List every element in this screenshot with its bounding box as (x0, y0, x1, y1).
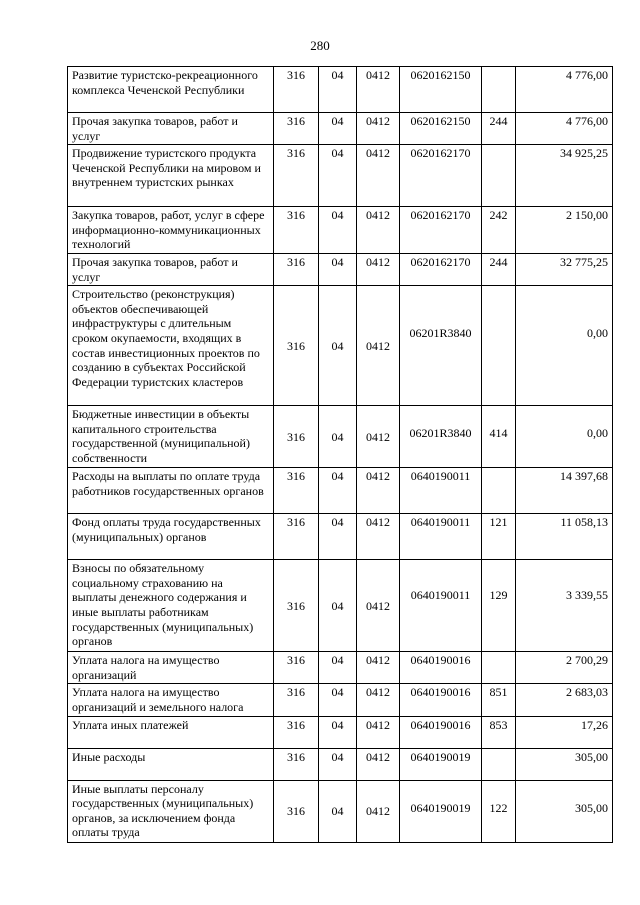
expense-name: Бюджетные инвестиции в объекты капитального строительства государственной (муниципальной) собственности (68, 406, 274, 468)
grbs-code: 316 (274, 780, 319, 842)
target-article-code: 0640190019 (400, 748, 482, 780)
expense-type-code (482, 468, 516, 514)
section-code: 04 (319, 286, 357, 406)
amount: 0,00 (516, 286, 613, 406)
expense-name: Иные выплаты персоналу государственных (муниципальных) органов, за исключением фонда оплаты труда (68, 780, 274, 842)
section-code: 04 (319, 560, 357, 652)
grbs-code: 316 (274, 406, 319, 468)
table-row (68, 468, 613, 514)
section-code: 04 (319, 748, 357, 780)
expense-type-code: 129 (482, 560, 516, 652)
section-code: 04 (319, 207, 357, 254)
budget-table (67, 66, 613, 843)
section-code: 04 (319, 145, 357, 207)
section-code: 04 (319, 253, 357, 285)
expense-name: Расходы на выплаты по оплате труда работников государственных органов (68, 468, 274, 514)
grbs-code: 316 (274, 716, 319, 748)
expense-type-code: 853 (482, 716, 516, 748)
expense-name: Взносы по обязательному социальному страхованию на выплаты денежного содержания и иные выплаты работникам государственных (муниципальных) органов (68, 560, 274, 652)
target-article-code: 06201R3840 (400, 406, 482, 468)
grbs-code: 316 (274, 684, 319, 716)
grbs-code: 316 (274, 286, 319, 406)
table-row (68, 514, 613, 560)
amount: 2 700,29 (516, 652, 613, 684)
target-article-code: 0620162170 (400, 207, 482, 254)
expense-name: Закупка товаров, работ, услуг в сфере информационно-коммуникационных технологий (68, 207, 274, 254)
grbs-code: 316 (274, 468, 319, 514)
table-row (68, 113, 613, 145)
subsection-code: 0412 (357, 780, 400, 842)
expense-name: Строительство (реконструкция) объектов обеспечивающей инфраструктуры с длительным сроком окупаемости, входящих в состав инвестиционных проектов по созданию в субъектах Российской Федерации туристских кластеров (68, 286, 274, 406)
expense-type-code: 851 (482, 684, 516, 716)
expense-name: Продвижение туристского продукта Чеченской Республики на мировом и внутреннем туристских рынках (68, 145, 274, 207)
target-article-code: 0640190016 (400, 652, 482, 684)
expense-type-code: 414 (482, 406, 516, 468)
target-article-code: 0640190011 (400, 560, 482, 652)
table-row (68, 253, 613, 285)
table-row (68, 652, 613, 684)
amount: 4 776,00 (516, 67, 613, 113)
subsection-code: 0412 (357, 286, 400, 406)
target-article-code: 0640190019 (400, 780, 482, 842)
table-row (68, 560, 613, 652)
expense-name: Иные расходы (68, 748, 274, 780)
table-row (68, 406, 613, 468)
grbs-code: 316 (274, 67, 319, 113)
expense-type-code: 244 (482, 113, 516, 145)
table-row (68, 286, 613, 406)
section-code: 04 (319, 468, 357, 514)
grbs-code: 316 (274, 145, 319, 207)
target-article-code: 0640190011 (400, 468, 482, 514)
expense-name: Уплата налога на имущество организаций (68, 652, 274, 684)
target-article-code: 06201R3840 (400, 286, 482, 406)
expense-type-code: 242 (482, 207, 516, 254)
section-code: 04 (319, 684, 357, 716)
subsection-code: 0412 (357, 748, 400, 780)
amount: 17,26 (516, 716, 613, 748)
amount: 0,00 (516, 406, 613, 468)
amount: 14 397,68 (516, 468, 613, 514)
subsection-code: 0412 (357, 716, 400, 748)
grbs-code: 316 (274, 560, 319, 652)
subsection-code: 0412 (357, 145, 400, 207)
subsection-code: 0412 (357, 652, 400, 684)
expense-name: Фонд оплаты труда государственных (муниципальных) органов (68, 514, 274, 560)
amount: 305,00 (516, 780, 613, 842)
section-code: 04 (319, 67, 357, 113)
subsection-code: 0412 (357, 514, 400, 560)
subsection-code: 0412 (357, 560, 400, 652)
section-code: 04 (319, 406, 357, 468)
amount: 4 776,00 (516, 113, 613, 145)
amount: 2 683,03 (516, 684, 613, 716)
expense-name: Уплата иных платежей (68, 716, 274, 748)
grbs-code: 316 (274, 207, 319, 254)
subsection-code: 0412 (357, 684, 400, 716)
table-row (68, 716, 613, 748)
target-article-code: 0640190016 (400, 716, 482, 748)
amount: 305,00 (516, 748, 613, 780)
expense-type-code: 121 (482, 514, 516, 560)
target-article-code: 0620162170 (400, 253, 482, 285)
amount: 3 339,55 (516, 560, 613, 652)
expense-name: Прочая закупка товаров, работ и услуг (68, 253, 274, 285)
expense-type-code (482, 145, 516, 207)
table-row (68, 748, 613, 780)
table-row (68, 145, 613, 207)
table-row (68, 684, 613, 716)
table-row (68, 207, 613, 254)
section-code: 04 (319, 514, 357, 560)
section-code: 04 (319, 780, 357, 842)
expense-name: Прочая закупка товаров, работ и услуг (68, 113, 274, 145)
page-number: 280 (310, 38, 330, 53)
subsection-code: 0412 (357, 113, 400, 145)
amount: 34 925,25 (516, 145, 613, 207)
expense-type-code (482, 67, 516, 113)
subsection-code: 0412 (357, 253, 400, 285)
grbs-code: 316 (274, 652, 319, 684)
grbs-code: 316 (274, 253, 319, 285)
target-article-code: 0620162170 (400, 145, 482, 207)
subsection-code: 0412 (357, 207, 400, 254)
expense-name: Развитие туристско-рекреационного комплекса Чеченской Республики (68, 67, 274, 113)
subsection-code: 0412 (357, 67, 400, 113)
grbs-code: 316 (274, 113, 319, 145)
table-row (68, 67, 613, 113)
grbs-code: 316 (274, 748, 319, 780)
section-code: 04 (319, 652, 357, 684)
amount: 32 775,25 (516, 253, 613, 285)
target-article-code: 0640190011 (400, 514, 482, 560)
subsection-code: 0412 (357, 406, 400, 468)
expense-name: Уплата налога на имущество организаций и земельного налога (68, 684, 274, 716)
expense-type-code (482, 286, 516, 406)
expense-type-code: 122 (482, 780, 516, 842)
target-article-code: 0640190016 (400, 684, 482, 716)
grbs-code: 316 (274, 514, 319, 560)
amount: 2 150,00 (516, 207, 613, 254)
expense-type-code (482, 652, 516, 684)
section-code: 04 (319, 113, 357, 145)
expense-type-code: 244 (482, 253, 516, 285)
expense-type-code (482, 748, 516, 780)
amount: 11 058,13 (516, 514, 613, 560)
subsection-code: 0412 (357, 468, 400, 514)
target-article-code: 0620162150 (400, 113, 482, 145)
table-row (68, 780, 613, 842)
section-code: 04 (319, 716, 357, 748)
target-article-code: 0620162150 (400, 67, 482, 113)
